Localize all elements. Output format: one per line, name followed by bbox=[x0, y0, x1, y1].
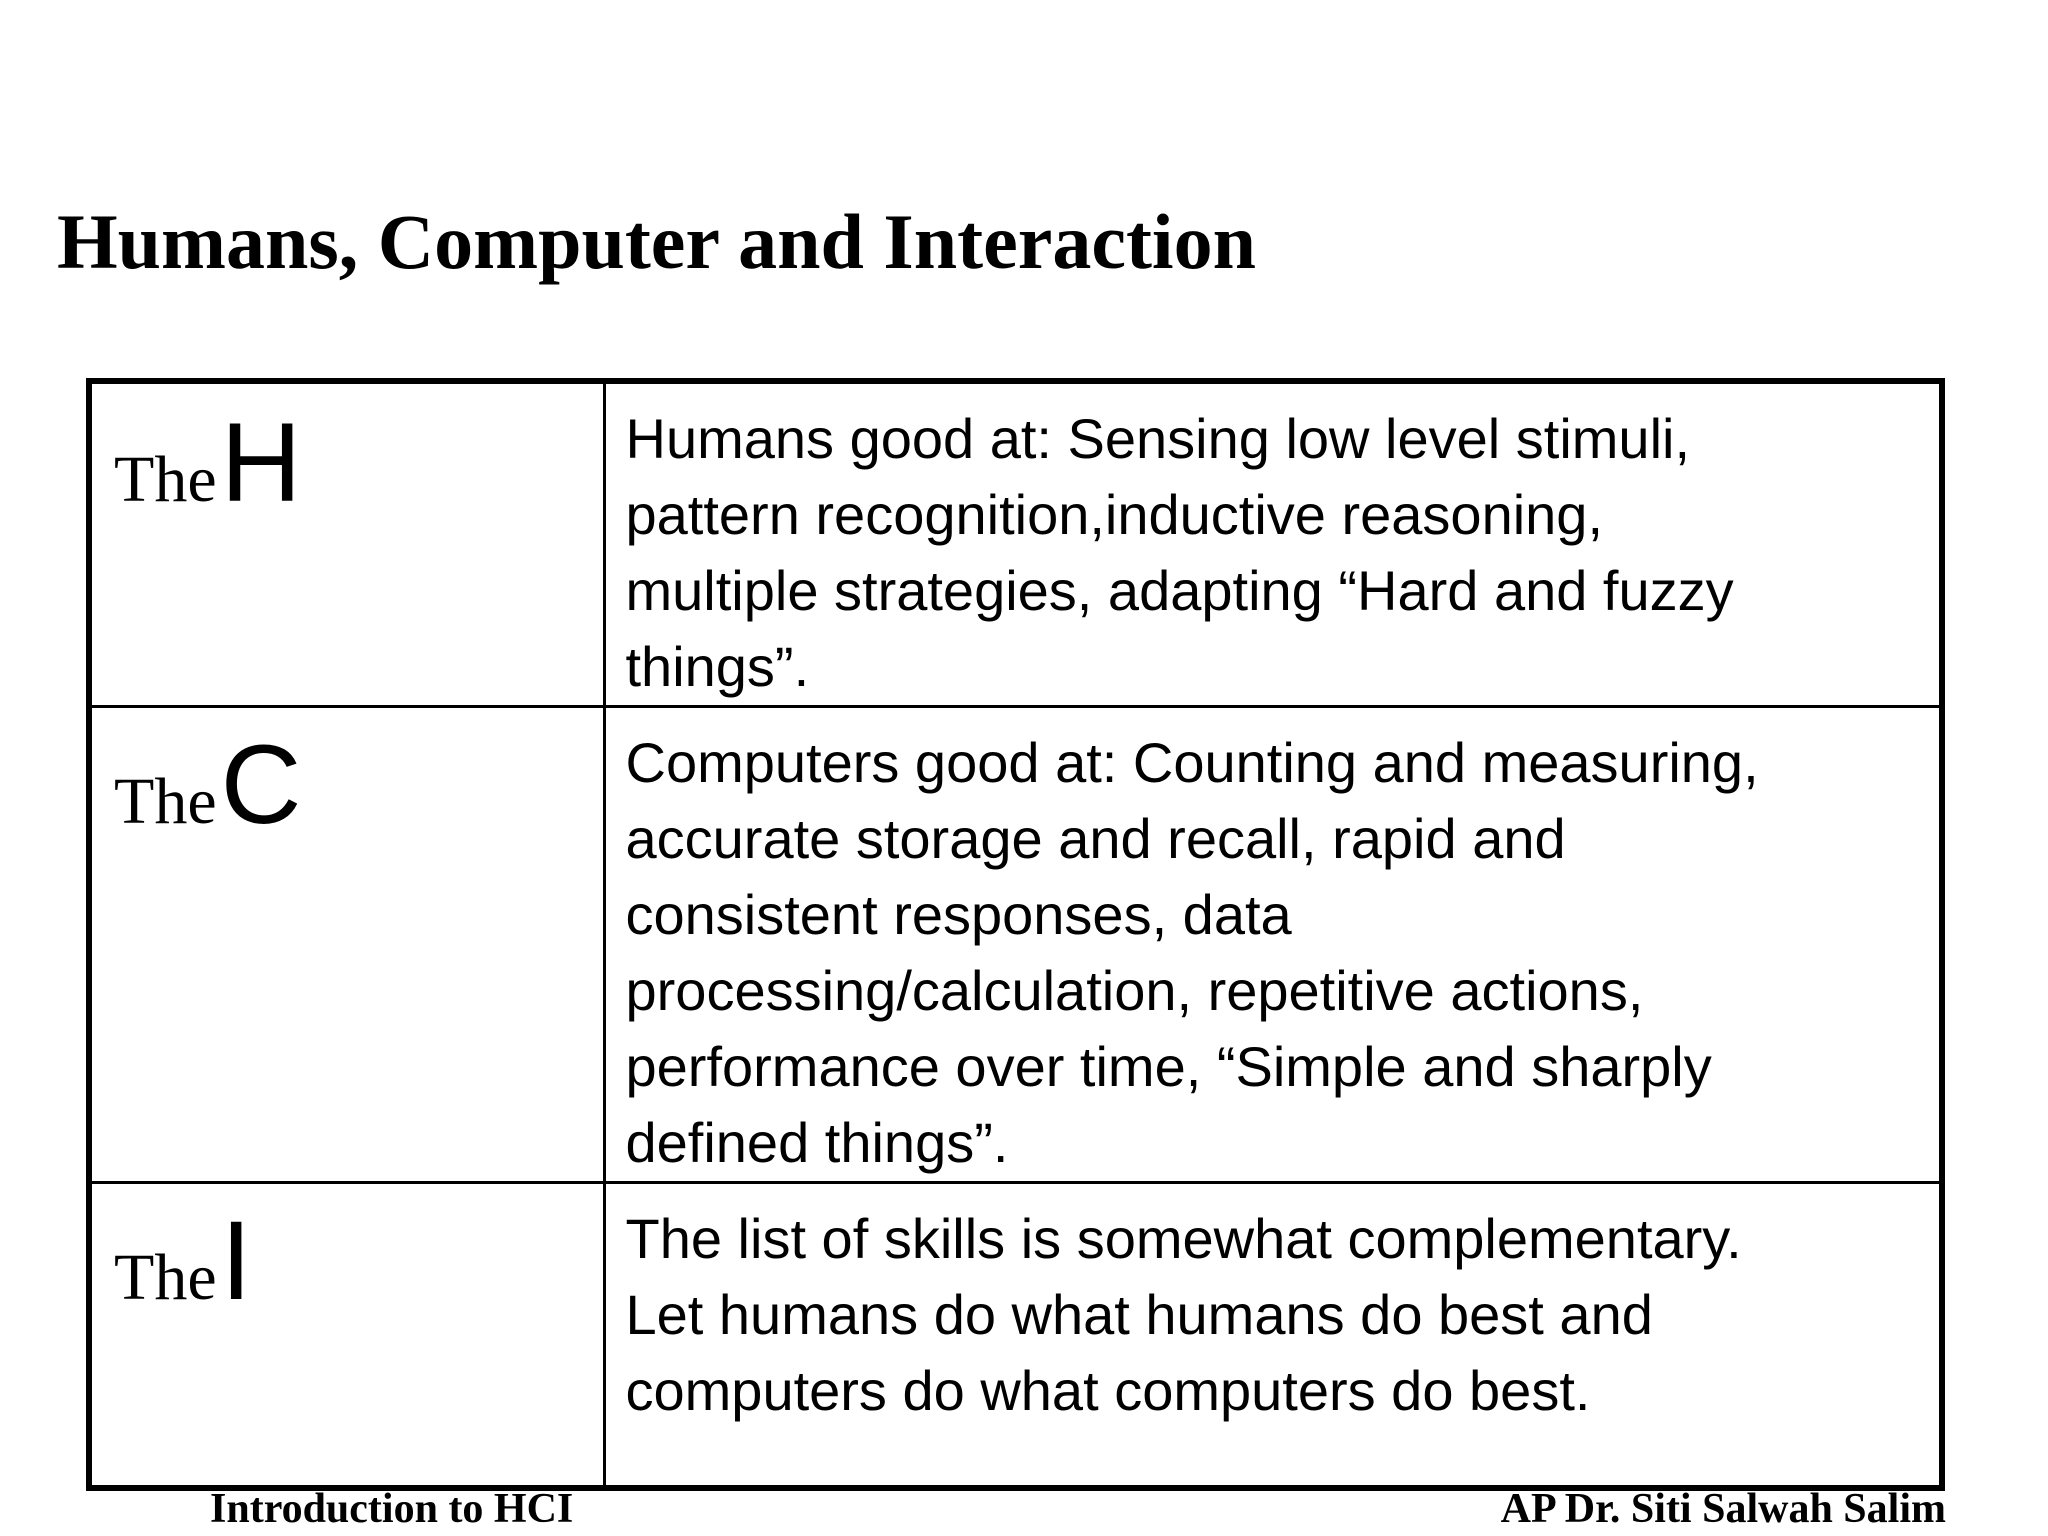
description-line: The list of skills is somewhat complementary. bbox=[625, 1207, 1742, 1270]
row-label-prefix: The bbox=[114, 765, 217, 838]
row-label-cell bbox=[89, 381, 604, 707]
row-label-prefix: The bbox=[114, 443, 217, 516]
row-label-prefix: The bbox=[114, 1241, 217, 1314]
description-line: Humans good at: Sensing low level stimuli, bbox=[625, 407, 1691, 470]
slide-title: Humans, Computer and Interaction bbox=[57, 198, 1256, 285]
row-label-cell bbox=[89, 707, 604, 1183]
hci-comparison-table bbox=[86, 378, 1945, 1491]
description-line: pattern recognition,inductive reasoning, bbox=[625, 483, 1604, 546]
description-line: Let humans do what humans do best and bbox=[625, 1283, 1653, 1346]
row-label-letter: H bbox=[220, 400, 302, 525]
footer-course-title: Introduction to HCI bbox=[210, 1486, 574, 1532]
description-line: computers do what computers do best. bbox=[625, 1359, 1591, 1422]
description-line: accurate storage and recall, rapid and bbox=[625, 807, 1566, 870]
table-row-computers bbox=[89, 707, 1942, 1183]
table-row-interaction bbox=[89, 1183, 1942, 1488]
description-line: processing/calculation, repetitive actions, bbox=[625, 959, 1644, 1022]
row-description-cell bbox=[604, 1183, 1942, 1488]
description-line: consistent responses, data bbox=[625, 883, 1292, 946]
description-line: defined things”. bbox=[625, 1111, 1009, 1174]
row-description-cell bbox=[604, 707, 1942, 1183]
description-line: things”. bbox=[625, 635, 810, 698]
description-line: Computers good at: Counting and measuring, bbox=[625, 731, 1759, 794]
row-label-letter: C bbox=[220, 722, 302, 847]
footer-author: AP Dr. Siti Salwah Salim bbox=[1500, 1486, 1946, 1532]
row-label-cell bbox=[89, 1183, 604, 1488]
row-description-cell bbox=[604, 381, 1942, 707]
description-line: performance over time, “Simple and sharply bbox=[625, 1035, 1712, 1098]
table-row-humans bbox=[89, 381, 1942, 707]
row-label-letter: I bbox=[220, 1198, 252, 1323]
description-line: multiple strategies, adapting “Hard and fuzzy bbox=[625, 559, 1734, 622]
